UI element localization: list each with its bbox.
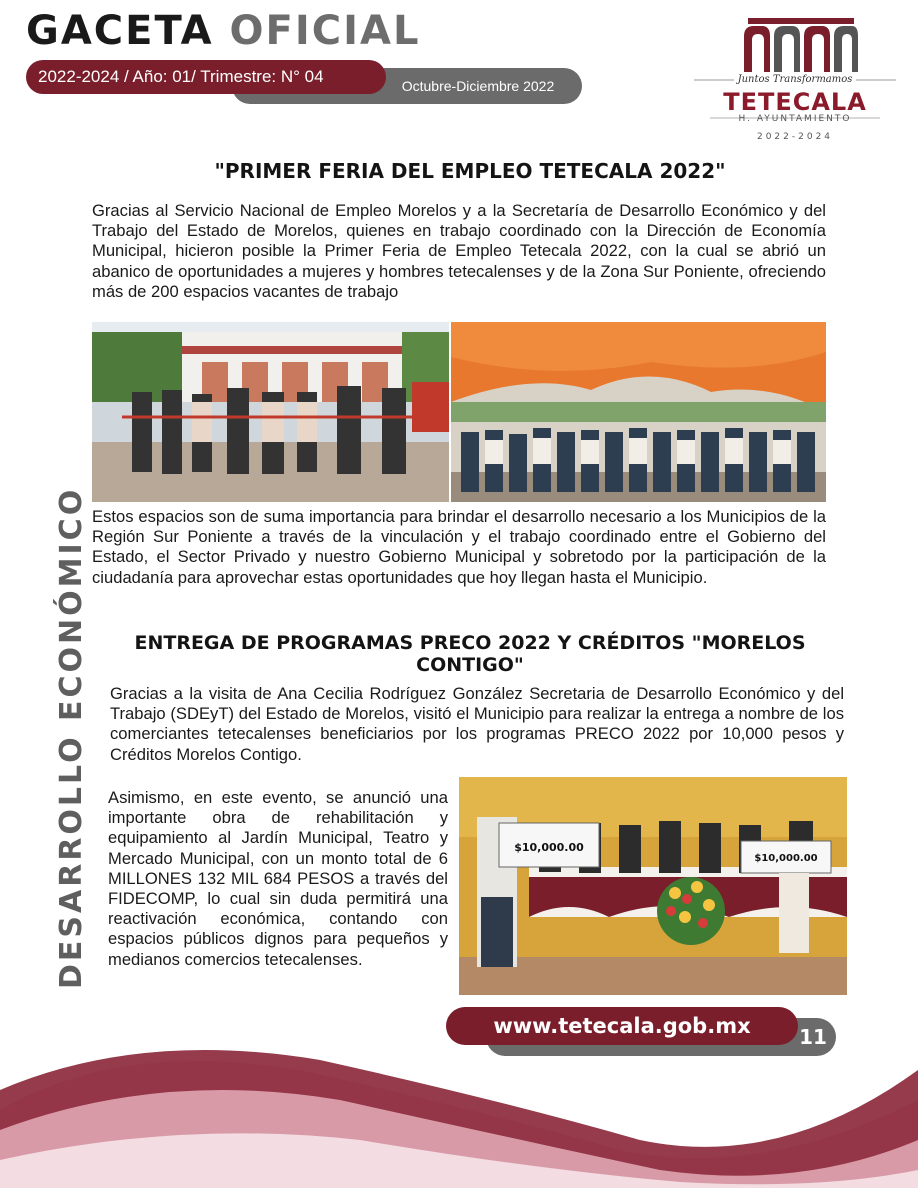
page-number: 11: [799, 1025, 827, 1049]
article1-paragraph2: Estos espacios son de suma importancia para brindar el desarrollo necesario a los Municipios de la Región Sur Poniente a través de la vinculación y el trabajo coordinado entre el Gobierno del Estado, el Sector Privado y nuestro Gobierno Municipal y sobretodo por la participación de la ciudadanía para aprovechar estas oportunidades que hoy llegan hasta el Municipio.: [92, 507, 826, 587]
logo-name: TETECALA: [723, 88, 867, 116]
section-label-text: DESARROLLO ECONÓMICO: [54, 486, 89, 989]
title-part2: OFICIAL: [229, 8, 421, 54]
ribbon-cutting-photo: [92, 322, 449, 502]
article2-paragraph1: Gracias a la visita de Ana Cecilia Rodríguez González Secretaria de Desarrollo Económico y del Trabajo (SDEyT) del Estado de Morelos, visitó el Municipio para realizar la entrega a nombre de los comerciantes tetecalenses beneficiarios por los programas PRECO 2022 por 10,000 pesos y Créditos Morelos Contigo.: [110, 684, 844, 764]
article2-paragraph2: Asimismo, en este evento, se anunció una importante obra de rehabilitación y equipamiento al Jardín Municipal, Teatro y Mercado Municipal, con un monto total de 6 MILLONES 132 MIL 684 PESOS a través del FIDECOMP, lo cual sin duda permitirá una reactivación económica, contando con espacios públicos dignos para pequeños y medianos comercios tetecalenses.: [108, 788, 448, 969]
cheque-amount-2: $10,000.00: [754, 853, 818, 864]
logo-tagline: Juntos Transformamos: [737, 74, 853, 85]
cheque-amount-1: $10,000.00: [514, 841, 584, 854]
article1-title: "PRIMER FERIA DEL EMPLEO TETECALA 2022": [214, 159, 726, 183]
preco-delivery-photo: [459, 777, 847, 995]
website-link[interactable]: www.tetecala.gob.mx: [493, 1014, 751, 1038]
gazette-title: [26, 8, 420, 54]
logo-subtitle: H. AYUNTAMIENTO: [738, 114, 852, 124]
article2-title: ENTREGA DE PROGRAMAS PRECO 2022 Y CRÉDITOS "MORELOS CONTIGO": [134, 632, 806, 676]
edition-text: 2022-2024 / Año: 01/ Trimestre: N° 04: [38, 67, 324, 86]
title-part1: GACETA: [26, 8, 214, 54]
logo-years: 2022-2024: [756, 132, 834, 142]
section-label: [30, 486, 89, 1006]
period-text: Octubre-Diciembre 2022: [401, 78, 555, 94]
article1-paragraph1: Gracias al Servicio Nacional de Empleo Morelos y a la Secretaría de Desarrollo Económico y del Trabajo del Estado de Morelos, quienes en trabajo coordinado con la Dirección de Economía Municipal, hicieron posible la Primer Feria de Empleo Tetecala 2022, con la cual se abrió un abanico de oportunidades a mujeres y hombres tetecalenses y de la Zona Sur Poniente, ofreciendo más de 200 espacios vacantes de trabajo: [92, 201, 826, 301]
job-fair-group-photo: [451, 322, 826, 502]
